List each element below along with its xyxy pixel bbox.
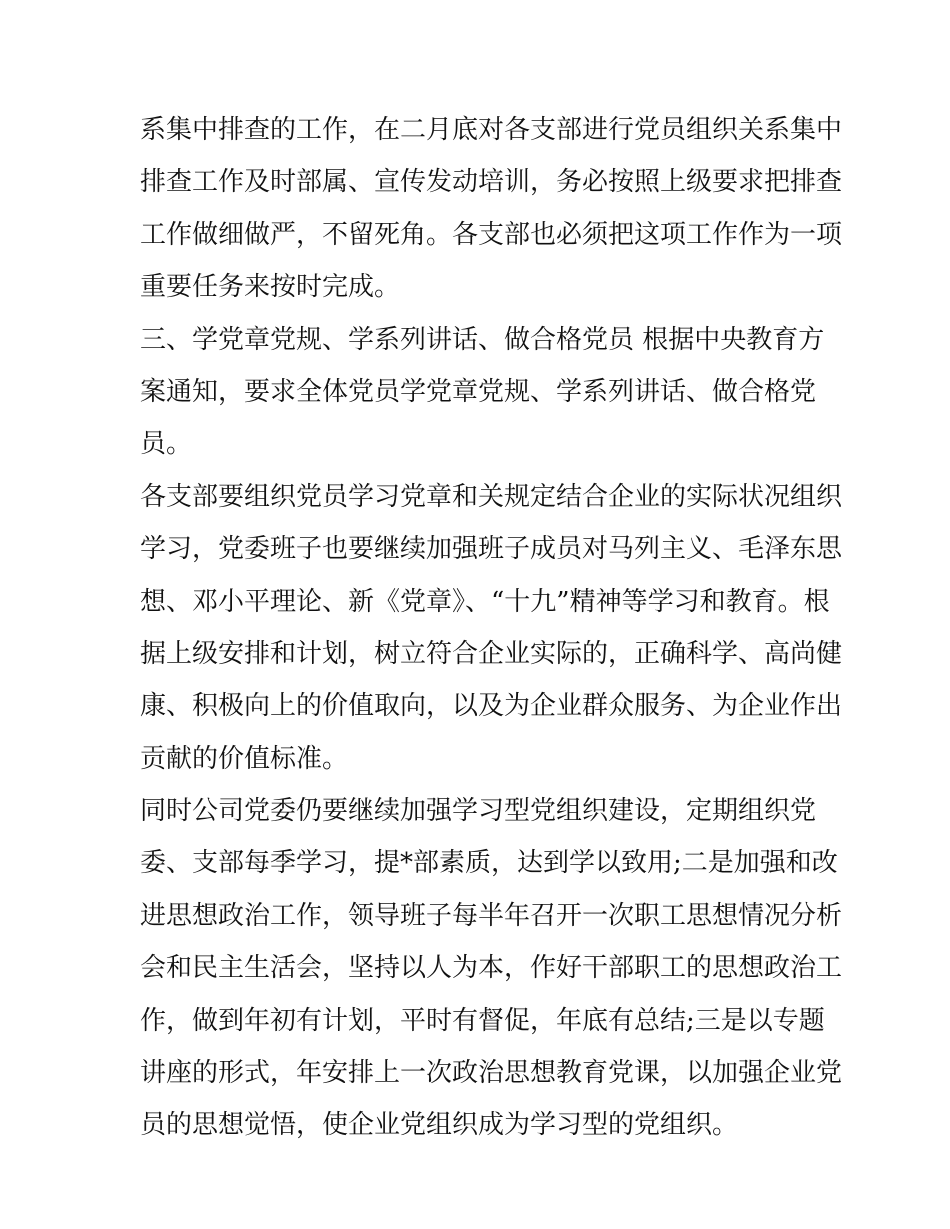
text-line: 康、积极向上的价值取向，以及为企业群众服务、为企业作出: [140, 691, 843, 722]
text-line: 委、支部每季学习，提*部素质，达到学以致用;二是加强和改: [140, 848, 838, 879]
text-line: 据上级安排和计划，树立符合企业实际的，正确科学、高尚健: [140, 638, 843, 669]
text-line: 想、邓小平理论、新《党章》、“十九”精神等学习和教育。根: [140, 586, 830, 617]
text-line: 排查工作及时部属、宣传发动培训，务必按照上级要求把排查: [140, 167, 843, 198]
text-line: 工作做细做严，不留死角。各支部也必须把这项工作作为一项: [140, 219, 843, 250]
document-body: [140, 104, 843, 1152]
text-line: 员。: [140, 429, 193, 460]
section-heading-line: 三、学党章党规、学系列讲话、做合格党员 根据中央教育方: [140, 324, 825, 355]
text-line: 会和民主生活会，坚持以人为本，作好干部职工的思想政治工: [140, 953, 843, 984]
text-line: 系集中排查的工作，在二月底对各支部进行党员组织关系集中: [140, 115, 843, 145]
text-line: 讲座的形式，年安排上一次政治思想教育党课，以加强企业党: [140, 1058, 843, 1089]
text-line: 同时公司党委仍要继续加强学习型党组织建设，定期组织党: [140, 796, 817, 827]
text-line: 进思想政治工作，领导班子每半年召开一次职工思想情况分析: [140, 900, 843, 931]
text-line: 各支部要组织党员学习党章和关规定结合企业的实际状况组织: [140, 481, 843, 512]
text-line: 员的思想觉悟，使企业党组织成为学习型的党组织。: [140, 1110, 739, 1141]
text-line: 案通知，要求全体党员学党章党规、学系列讲话、做合格党: [140, 376, 817, 407]
text-line: 贡献的价值标准。: [140, 743, 349, 774]
text-line: 重要任务来按时完成。: [140, 272, 401, 303]
text-line: 作，做到年初有计划，平时有督促，年底有总结;三是以专题: [140, 1005, 825, 1036]
text-line: 学习，党委班子也要继续加强班子成员对马列主义、毛泽东思: [140, 534, 843, 565]
